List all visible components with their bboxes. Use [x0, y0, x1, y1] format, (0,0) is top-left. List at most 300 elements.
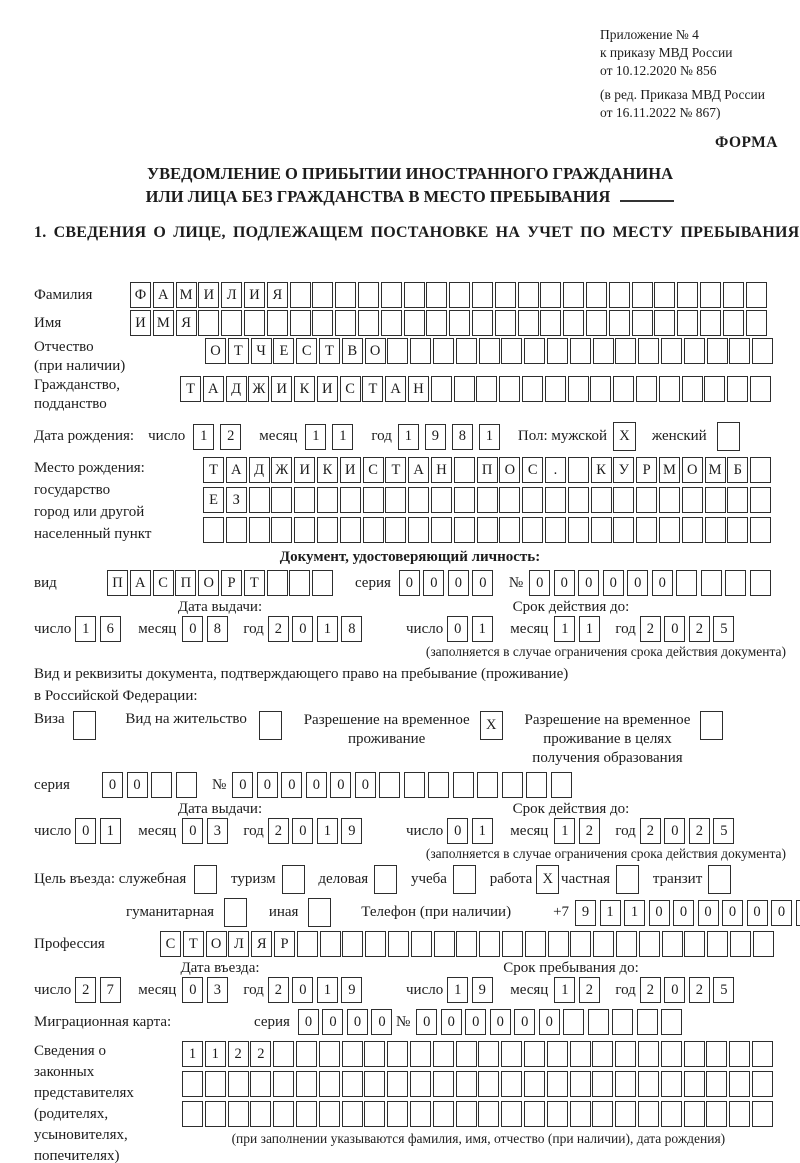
form-cell: [271, 487, 292, 513]
form-cell: 8: [207, 616, 228, 642]
form-cell: [636, 517, 657, 543]
form-cell: [205, 1101, 226, 1127]
repr-label5: усыновителях,: [34, 1127, 128, 1143]
form-cell: [613, 517, 634, 543]
doc-date-labels: [34, 599, 786, 616]
form-cell: 2: [268, 977, 289, 1003]
form-cell: [411, 931, 432, 957]
form-cell: [404, 310, 425, 336]
repr-label1: Сведения о: [34, 1043, 106, 1059]
form-cell: 0: [447, 616, 468, 642]
form-cell: [381, 282, 402, 308]
form-cell: Л: [221, 282, 242, 308]
form-cell: [479, 931, 500, 957]
series-label: серия: [34, 776, 70, 793]
form-cell: [363, 487, 384, 513]
form-cell: [659, 517, 680, 543]
form-cell: Н: [431, 457, 452, 483]
form-cell: [704, 376, 725, 402]
form-cell: [727, 487, 748, 513]
form-cell: [729, 338, 750, 364]
form-cell: [684, 931, 705, 957]
form-cell: 1: [579, 616, 600, 642]
form-cell: [404, 282, 425, 308]
form-cell: [677, 310, 698, 336]
repr-label2: законных: [34, 1064, 95, 1080]
form-cell: [750, 457, 771, 483]
form-title-line1: УВЕДОМЛЕНИЕ О ПРИБЫТИИ ИНОСТРАННОГО ГРАЖДАНИНА: [146, 164, 674, 183]
patronymic-row: [34, 338, 786, 376]
migration-card-label: Миграционная карта:: [34, 1013, 172, 1030]
form-cell: [410, 1041, 431, 1067]
profession-label: Профессия: [34, 935, 105, 952]
form-cell: [525, 931, 546, 957]
purpose-row: [34, 865, 786, 894]
birth-year-cells: [398, 424, 506, 450]
temp-residence-edu-label3: получения образования: [532, 750, 683, 766]
repr-cells-row2: [182, 1071, 775, 1097]
form-cell: 0: [182, 977, 203, 1003]
form-cell: [615, 1041, 636, 1067]
purpose-tourism-checkbox: [282, 865, 307, 894]
permit-type-row: [34, 711, 786, 768]
form-cell: 0: [399, 570, 420, 596]
form-cell: [654, 282, 675, 308]
form-cell: [725, 570, 746, 596]
doc-type-row: [34, 570, 786, 596]
form-cell: [456, 1071, 477, 1097]
permit-issue-month-cells: [182, 818, 231, 844]
form-cell: [723, 310, 744, 336]
form-cell: [456, 1041, 477, 1067]
form-cell: [259, 711, 282, 740]
form-cell: [477, 487, 498, 513]
form-cell: [551, 772, 572, 798]
form-cell: [750, 517, 771, 543]
form-cell: [586, 282, 607, 308]
form-cell: Н: [408, 376, 429, 402]
form-cell: И: [271, 376, 292, 402]
form-cell: [342, 1101, 363, 1127]
form-cell: [431, 487, 452, 513]
form-cell: П: [175, 570, 196, 596]
form-cell: [750, 376, 771, 402]
purpose-other-checkbox: [308, 898, 333, 927]
form-cell: 0: [747, 900, 768, 926]
form-cell: А: [130, 570, 151, 596]
appendix-line: к приказу МВД России: [600, 45, 733, 60]
birthplace-cells-row3: [203, 517, 773, 543]
stay-until-label: Срок пребывания до:: [503, 960, 639, 976]
form-cell: [385, 517, 406, 543]
form-cell: [388, 931, 409, 957]
form-cell: [729, 1071, 750, 1097]
form-cell: М: [659, 457, 680, 483]
form-cell: [750, 570, 771, 596]
form-cell: [408, 487, 429, 513]
form-cell: [454, 457, 475, 483]
number-label: №: [508, 574, 524, 591]
form-cell: [545, 517, 566, 543]
form-cell: С: [522, 457, 543, 483]
form-cell: 1: [472, 616, 493, 642]
form-cell: К: [317, 457, 338, 483]
stay-day-cells: [447, 977, 496, 1003]
form-cell: [518, 310, 539, 336]
form-cell: [294, 487, 315, 513]
visa-checkbox: [73, 711, 98, 740]
form-cell: С: [340, 376, 361, 402]
form-cell: [433, 1041, 454, 1067]
form-cell: [289, 570, 310, 596]
form-cell: [613, 376, 634, 402]
form-cell: [570, 338, 591, 364]
birthplace-city-label1: город или другой: [34, 504, 145, 520]
identity-doc-heading: Документ, удостоверяющий личность:: [279, 549, 541, 565]
form-cell: Л: [228, 931, 249, 957]
form-cell: [752, 1101, 773, 1127]
permit-series-row: [34, 772, 786, 798]
form-cell: [501, 338, 522, 364]
form-cell: 1: [624, 900, 645, 926]
form-cell: М: [176, 282, 197, 308]
form-cell: 2: [689, 977, 710, 1003]
form-cell: А: [408, 457, 429, 483]
form-cell: [661, 1009, 682, 1035]
form-cell: [502, 772, 523, 798]
form-cell: 1: [317, 616, 338, 642]
form-cell: [499, 376, 520, 402]
purpose-study-label: учеба: [410, 871, 447, 887]
form-cell: 1: [317, 818, 338, 844]
month-label: месяц: [138, 620, 177, 637]
temp-residence-checkbox: [480, 711, 505, 740]
form-cell: [502, 931, 523, 957]
form-cell: 0: [472, 570, 493, 596]
form-cell: [609, 310, 630, 336]
form-cell: [705, 487, 726, 513]
form-cell: [701, 570, 722, 596]
form-cell: 2: [268, 616, 289, 642]
form-cell: 1: [182, 1041, 203, 1067]
doc-dates-row: [34, 616, 786, 642]
representatives-note: (при заполнении указываются фамилия, имя, отчество (при наличии), дата рождения): [231, 1131, 726, 1146]
form-cell: [273, 1071, 294, 1097]
form-cell: [684, 1101, 705, 1127]
form-cell: 1: [554, 977, 575, 1003]
form-cell: [752, 1071, 773, 1097]
form-cell: [364, 1041, 385, 1067]
form-title-line2: ИЛИ ЛИЦА БЕЗ ГРАЖДАНСТВА В МЕСТО ПРЕБЫВАНИЯ: [145, 187, 611, 206]
form-cell: 0: [771, 900, 792, 926]
form-cell: [340, 487, 361, 513]
form-cell: [290, 282, 311, 308]
form-cell: 0: [529, 570, 550, 596]
representatives-block: [34, 1041, 786, 1163]
form-cell: 0: [322, 1009, 343, 1035]
form-cell: 2: [579, 818, 600, 844]
form-cell: [449, 310, 470, 336]
form-cell: [319, 1041, 340, 1067]
form-cell: 2: [228, 1041, 249, 1067]
form-cell: [410, 338, 431, 364]
issue-date-label: Дата выдачи:: [177, 801, 263, 817]
permit-dates-row: [34, 818, 786, 844]
form-cell: 2: [640, 616, 661, 642]
day-label: число: [34, 620, 72, 637]
form-cell: 1: [100, 818, 121, 844]
form-cell: [501, 1041, 522, 1067]
purpose-official-label: Цель въезда: служебная: [34, 871, 187, 887]
form-cell: [518, 282, 539, 308]
form-cell: [454, 487, 475, 513]
form-cell: [700, 310, 721, 336]
form-cell: [250, 1071, 271, 1097]
form-cell: 2: [250, 1041, 271, 1067]
form-cell: 0: [554, 570, 575, 596]
form-cell: [662, 931, 683, 957]
form-cell: [708, 865, 731, 894]
patronymic-label: Отчество: [34, 339, 94, 355]
form-cell: [495, 310, 516, 336]
form-cell: [410, 1101, 431, 1127]
form-cell: [524, 1101, 545, 1127]
form-cell: 9: [575, 900, 596, 926]
purpose-business-checkbox: [374, 865, 399, 894]
form-cell: К: [591, 457, 612, 483]
form-cell: 1: [554, 818, 575, 844]
profession-row: [34, 931, 786, 957]
form-cell: [706, 1071, 727, 1097]
form-cell: 0: [673, 900, 694, 926]
purpose-business-label: деловая: [318, 871, 369, 887]
form-cell: 1: [305, 424, 326, 450]
form-cell: [638, 1041, 659, 1067]
form-cell: [501, 1071, 522, 1097]
year-label: год: [243, 822, 264, 839]
form-cell: [707, 338, 728, 364]
purpose-transit-checkbox: [708, 865, 733, 894]
form-cell: 2: [220, 424, 241, 450]
form-cell: [753, 931, 774, 957]
form-cell: З: [226, 487, 247, 513]
form-cell: [431, 517, 452, 543]
form-cell: [677, 282, 698, 308]
form-cell: [182, 1071, 203, 1097]
form-cell: И: [244, 282, 265, 308]
number-label: №: [395, 1013, 411, 1030]
form-cell: 0: [698, 900, 719, 926]
phone-cells: [575, 900, 800, 926]
form-cell: 2: [640, 977, 661, 1003]
form-cell: [570, 931, 591, 957]
form-cell: [404, 772, 425, 798]
form-cell: [568, 487, 589, 513]
form-cell: 0: [298, 1009, 319, 1035]
form-cell: [676, 570, 697, 596]
form-cell: 1: [205, 1041, 226, 1067]
form-cell: [661, 338, 682, 364]
form-cell: [729, 1101, 750, 1127]
form-cell: Ч: [251, 338, 272, 364]
birthplace-state-label: государство: [34, 482, 111, 498]
form-cell: [456, 338, 477, 364]
repr-cells-row1: [182, 1041, 775, 1067]
form-cell: [340, 517, 361, 543]
form-cell: 9: [341, 977, 362, 1003]
permit-issue-year-cells: [268, 818, 366, 844]
month-label: месяц: [259, 428, 298, 444]
form-cell: [499, 487, 520, 513]
form-cell: [682, 487, 703, 513]
form-cell: [228, 1101, 249, 1127]
form-cell: Ф: [130, 282, 151, 308]
form-cell: [568, 457, 589, 483]
form-cell: [454, 517, 475, 543]
form-cell: [194, 865, 217, 894]
day-label: число: [34, 822, 72, 839]
form-cell: [563, 310, 584, 336]
form-cell: [297, 931, 318, 957]
permit-series-cells: [102, 772, 200, 798]
citizenship-label: Гражданство,: [34, 377, 121, 393]
birthplace-label: Место рождения:: [34, 460, 145, 476]
form-cell: [524, 1071, 545, 1097]
form-cell: Р: [221, 570, 242, 596]
appendix-line: Приложение № 4: [600, 27, 699, 42]
form-cell: 0: [127, 772, 148, 798]
sex-female-checkbox: [717, 422, 742, 451]
birthplace-cells-row2: [203, 487, 773, 513]
form-cell: [387, 1101, 408, 1127]
form-cell: О: [206, 931, 227, 957]
form-cell: [499, 517, 520, 543]
form-cell: [387, 1041, 408, 1067]
form-cell: [684, 1041, 705, 1067]
form-cell: [638, 1071, 659, 1097]
form-cell: [296, 1071, 317, 1097]
doc-type-cells: [107, 570, 335, 596]
form-cell: П: [107, 570, 128, 596]
form-cell: 5: [713, 818, 734, 844]
doc-issue-month-cells: [182, 616, 231, 642]
form-cell: [226, 517, 247, 543]
purpose-transit-label: транзит: [652, 871, 703, 887]
form-cell: 0: [441, 1009, 462, 1035]
form-cell: [684, 338, 705, 364]
form-cell: Р: [274, 931, 295, 957]
form-cell: [570, 1041, 591, 1067]
repr-label4: (родителях,: [34, 1106, 109, 1122]
form-cell: [588, 1009, 609, 1035]
form-cell: Т: [319, 338, 340, 364]
form-cell: [387, 338, 408, 364]
patronymic-cells: [205, 338, 775, 364]
form-cell: [526, 772, 547, 798]
appendix-note: [600, 26, 786, 122]
form-cell: [545, 376, 566, 402]
form-cell: [639, 931, 660, 957]
form-cell: П: [477, 457, 498, 483]
form-cell: [613, 487, 634, 513]
birthplace-cells-row1: [203, 457, 773, 483]
form-cell: 0: [447, 818, 468, 844]
form-cell: 0: [465, 1009, 486, 1035]
form-cell: [182, 1101, 203, 1127]
form-cell: [654, 310, 675, 336]
form-cell: 0: [578, 570, 599, 596]
given-name-label: Имя: [34, 314, 62, 331]
form-cell: [547, 1101, 568, 1127]
form-cell: [249, 517, 270, 543]
birth-day-cells: [193, 424, 247, 450]
form-cell: [431, 376, 452, 402]
form-cell: [477, 772, 498, 798]
doc-exp-day-cells: [447, 616, 496, 642]
form-cell: [592, 1101, 613, 1127]
purpose-private-label: частная: [561, 871, 611, 887]
form-cell: 2: [689, 818, 710, 844]
citizenship-label2: подданство: [34, 396, 107, 412]
form-cell: [563, 1009, 584, 1035]
form-cell: [426, 282, 447, 308]
form-cell: [659, 487, 680, 513]
form-cell: 1: [554, 616, 575, 642]
form-cell: 0: [627, 570, 648, 596]
profession-cells: [160, 931, 776, 957]
purpose-work-label: работа: [489, 871, 533, 887]
year-label: год: [615, 981, 636, 998]
form-cell: [342, 931, 363, 957]
form-cell: А: [226, 457, 247, 483]
permit-exp-year-cells: [640, 818, 738, 844]
migration-series-cells: [298, 1009, 396, 1035]
valid-until-label: Срок действия до:: [512, 801, 630, 817]
residence-permit-label: Вид на жительство: [125, 711, 247, 727]
form-cell: [593, 338, 614, 364]
form-cell: 0: [416, 1009, 437, 1035]
form-cell: [342, 1071, 363, 1097]
form-cell: [547, 1041, 568, 1067]
form-cell: [563, 282, 584, 308]
visa-label: Виза: [34, 711, 65, 727]
form-cell: [478, 1041, 499, 1067]
form-cell: Т: [385, 457, 406, 483]
form-cell: М: [705, 457, 726, 483]
form-cell: [746, 310, 767, 336]
surname-row: [34, 282, 786, 308]
form-cell: 7: [100, 977, 121, 1003]
form-cell: [570, 1071, 591, 1097]
form-cell: [547, 1071, 568, 1097]
form-cell: Я: [176, 310, 197, 336]
form-cell: 0: [490, 1009, 511, 1035]
form-cell: 6: [100, 616, 121, 642]
form-cell: [568, 376, 589, 402]
form-cell: [453, 772, 474, 798]
forma-label: ФОРМА: [714, 134, 778, 151]
form-cell: 0: [292, 818, 313, 844]
doc-number-cells: [529, 570, 774, 596]
temp-residence-label2: проживание: [348, 731, 426, 747]
form-cell: [426, 310, 447, 336]
year-label: год: [371, 428, 392, 444]
form-cell: 0: [292, 616, 313, 642]
form-cell: 2: [689, 616, 710, 642]
purpose-humanitarian-checkbox: [224, 898, 249, 927]
form-cell: 8: [452, 424, 473, 450]
form-cell: [198, 310, 219, 336]
